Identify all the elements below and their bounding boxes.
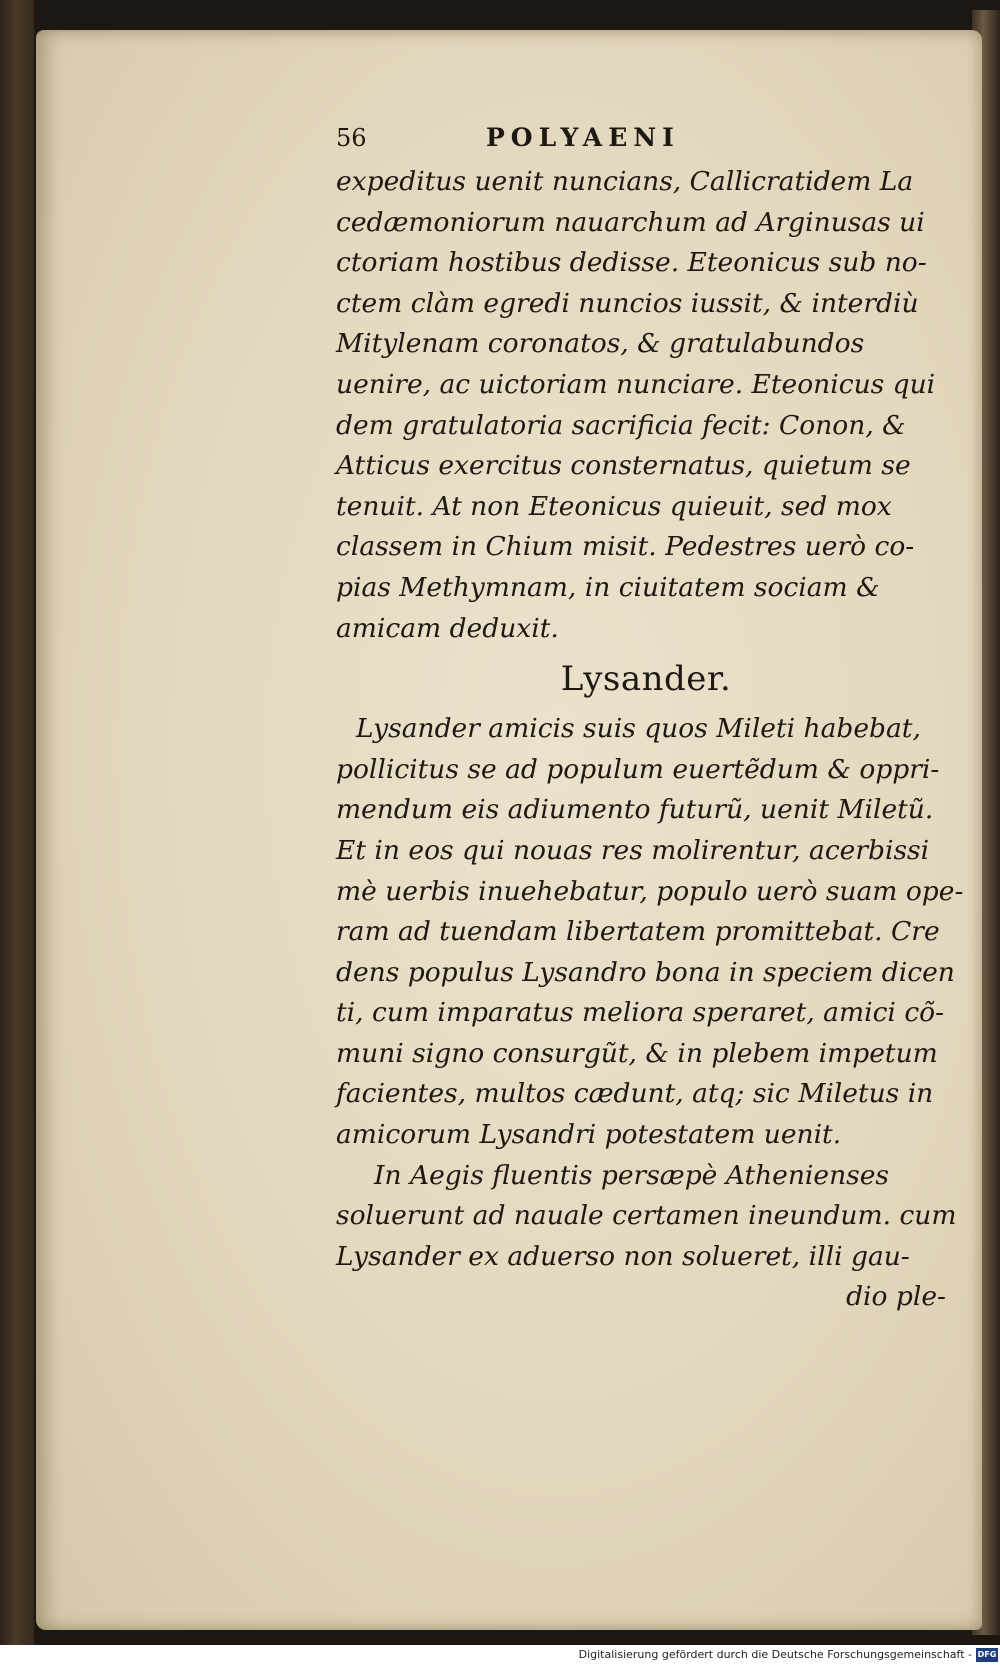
catchword: dio ple- bbox=[846, 1281, 946, 1313]
text-line: mendum eis adiumento futurũ, uenit Miletũ. bbox=[336, 794, 934, 826]
funding-credit: Digitalisierung gefördert durch die Deutsche Forschungsgemeinschaft - bbox=[578, 1648, 972, 1661]
text-line: dens populus Lysandro bona in speciem dicen bbox=[336, 956, 955, 988]
text-line: ram ad tuendam libertatem promittebat. Cre bbox=[336, 916, 940, 948]
text-line: expeditus uenit nuncians, Callicratidem La bbox=[336, 166, 914, 197]
book-page bbox=[36, 30, 982, 1630]
text-line: ti, cum imparatus meliora speraret, amici cõ- bbox=[336, 997, 945, 1029]
text-line: cedæmoniorum nauarchum ad Arginusas ui bbox=[336, 206, 925, 238]
text-line: Lysander amicis suis quos Mileti habebat, bbox=[356, 713, 921, 745]
text-line: amicorum Lysandri potestatem uenit. bbox=[336, 1119, 842, 1151]
text-line: classem in Chium misit. Pedestres uerò co- bbox=[336, 531, 915, 563]
text-line: In Aegis fluentis persæpè Athenienses bbox=[374, 1159, 890, 1191]
text-line: soluerunt ad nauale certamen ineundum. cum bbox=[336, 1200, 957, 1232]
running-title: POLYAENI bbox=[486, 123, 680, 152]
section-heading: Lysander. bbox=[560, 659, 732, 700]
footer-bar bbox=[0, 1645, 1000, 1666]
text-line: ctoriam hostibus dedisse. Eteonicus sub no- bbox=[336, 247, 927, 279]
text-line: Et in eos qui nouas res molirentur, acerbissi bbox=[336, 834, 930, 866]
dfg-logo: DFG bbox=[976, 1648, 998, 1662]
text-line: pollicitus se ad populum euertẽdum & oppri- bbox=[336, 753, 940, 785]
text-line: ctem clàm egredi nuncios iussit, & interdiù bbox=[336, 287, 919, 319]
text-line: tenuit. At non Eteonicus quieuit, sed mox bbox=[336, 490, 892, 522]
text-line: Atticus exercitus consternatus, quietum se bbox=[336, 450, 911, 482]
text-line: mè uerbis inuehebatur, populo uerò suam ope- bbox=[336, 875, 964, 907]
text-line: facientes, multos cædunt, atq; sic Miletus in bbox=[336, 1078, 934, 1110]
text-line: pias Methymnam, in ciuitatem sociam & bbox=[336, 571, 880, 603]
text-line: Mitylenam coronatos, & gratulabundos bbox=[336, 328, 865, 360]
book-spine-edge bbox=[0, 0, 34, 1645]
text-line: Lysander ex aduerso non solueret, illi gau- bbox=[336, 1240, 910, 1272]
text-line: dem gratulatoria sacrificia fecit: Conon, & bbox=[336, 409, 906, 441]
text-block bbox=[336, 118, 976, 1318]
running-head bbox=[336, 118, 976, 162]
page-number: 56 bbox=[336, 124, 367, 152]
text-line: muni signo consurgũt, & in plebem impetum bbox=[336, 1037, 938, 1069]
text-line: uenire, ac uictoriam nunciare. Eteonicus qui bbox=[336, 368, 936, 400]
text-line: amicam deduxit. bbox=[336, 612, 559, 644]
